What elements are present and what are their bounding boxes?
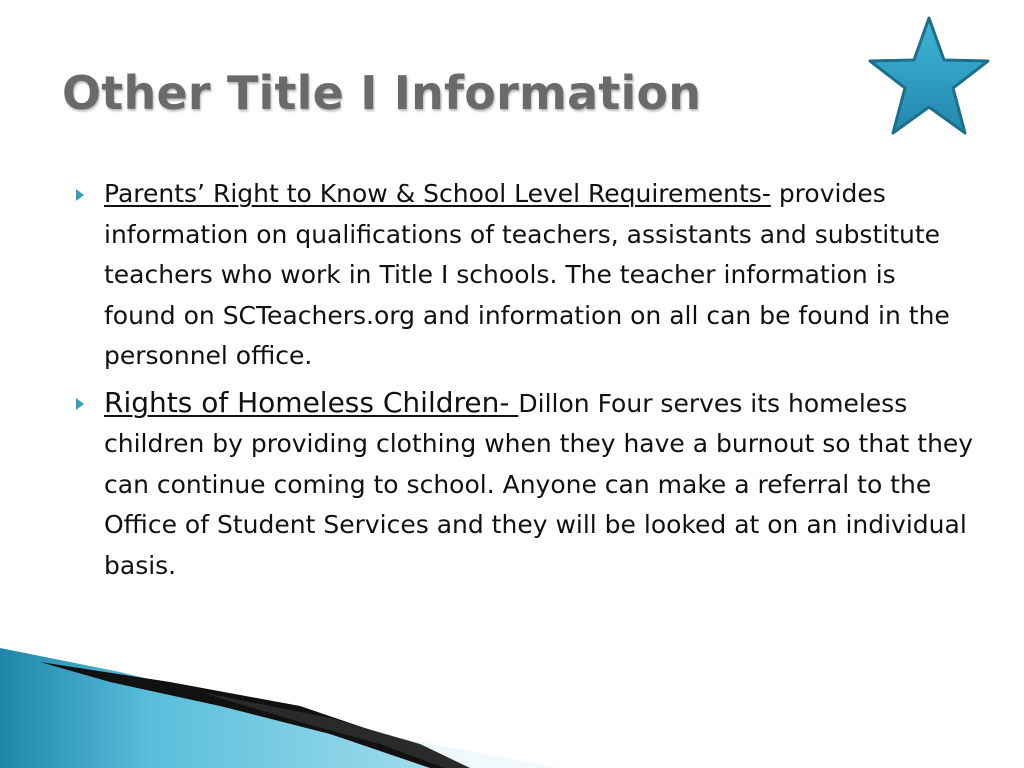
triangle-bullet-icon xyxy=(76,398,84,410)
triangle-bullet-icon xyxy=(76,189,84,201)
slide-title: Other Title I Information xyxy=(62,66,702,120)
bullet-body: provides information on qualifications of teachers, assistants and substitute teachers who work in Title I schools. The teacher information is found on SCTeachers.org and information on all can be found in the personnel office. xyxy=(104,179,950,370)
bullet-body: Dillon Four serves its homeless children by providing clothing when they have a burnout so that they can continue coming to school. Anyone can make a referral to the Office of Student Services and they will be looked at on an individual basis. xyxy=(104,388,974,580)
list-item-homeless-children xyxy=(74,383,974,587)
bullet-heading: Parents’ Right to Know & School Level Requirements- xyxy=(104,179,771,208)
star-icon xyxy=(866,14,992,138)
bullet-heading: Rights of Homeless Children- xyxy=(104,385,519,419)
bullet-list xyxy=(74,174,974,592)
list-item-parents-right-to-know xyxy=(74,174,974,377)
